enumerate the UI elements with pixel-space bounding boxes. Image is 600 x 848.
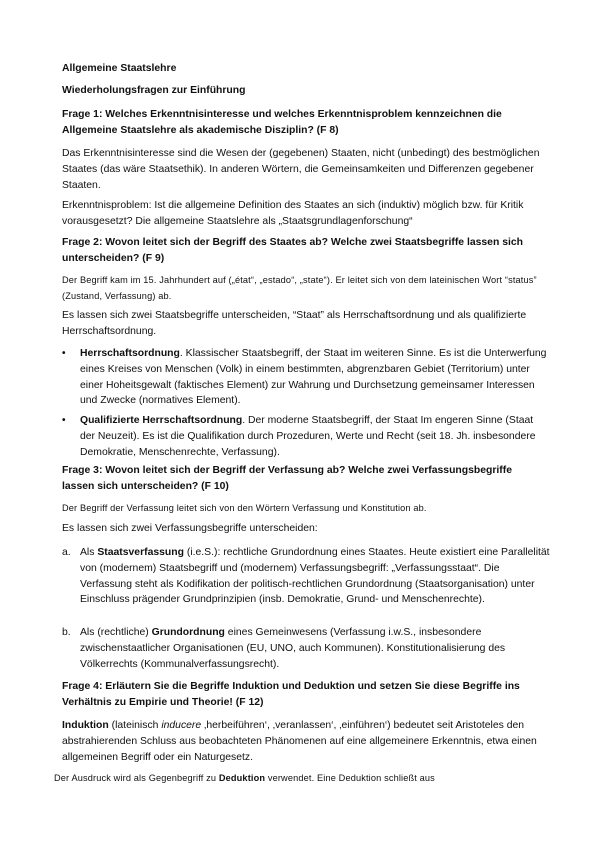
question-4: Frage 4: Erläutern Sie die Begriffe Induktion und Deduktion und setzen Sie diese Begriffe ins Verhältnis zu Empirie und Theorie! (F 12): [62, 681, 520, 708]
text: verwendet. Eine Deduktion schließt aus: [265, 773, 435, 783]
document-title: Allgemeine Staatslehre: [62, 63, 177, 74]
q3-paragraph-2: Es lassen sich zwei Verfassungsbegriffe unterscheiden:: [62, 523, 318, 534]
list-item-text: [80, 346, 550, 409]
list-item: [62, 346, 550, 409]
definition: . Der moderne Staatsbegriff, der Staat Im engeren Sinne (Staat der Neuzeit). Es ist die Qualifikation durch Prozeduren, Werte und Recht (seit 18. Jh. insbesondere Demokratie, Menschenrechte, Verfassung).: [80, 415, 536, 458]
list-item-text: [80, 625, 550, 672]
term: Herrschaftsordnung: [80, 348, 180, 359]
q2-paragraph-1: Der Begriff kam im 15. Jahrhundert auf („état“, „estado“, „state“). Er leitet sich von dem lateinischen Wort “status” (Zustand, Verfassung) ab.: [62, 275, 537, 301]
term: Grundordnung: [151, 627, 225, 638]
text: ‚herbeiführen‘, ‚veranlassen‘, ‚einführen‘) bedeutet seit Aristoteles den abstrahierenden Schluss aus beobachteten Phänomenen auf eine allgemeinere Erkenntnis, etwa einen allgemeinen Begriff oder ein Naturgesetz.: [62, 720, 537, 763]
q2-paragraph-2: Es lassen sich zwei Staatsbegriffe unterscheiden, “Staat” als Herrschaftsordnung und als qualifizierte Herrschaftsordnung.: [62, 310, 527, 337]
q4-paragraph-1: [62, 718, 547, 765]
question-1: Frage 1: Welches Erkenntnisinteresse und welches Erkenntnisproblem kennzeichnen die Allgemeine Staatslehre als akademische Disziplin? (F 8): [62, 109, 502, 136]
text: Der Ausdruck wird als Gegenbegriff zu: [54, 773, 219, 783]
latin-term: inducere: [161, 720, 202, 731]
list-item-text: [80, 413, 550, 460]
prefix: Als: [80, 547, 98, 558]
question-2: Frage 2: Wovon leitet sich der Begriff des Staates ab? Welche zwei Staatsbegriffe lassen sich unterscheiden? (F 9): [62, 237, 523, 264]
definition: (i.e.S.): rechtliche Grundordnung eines Staates. Heute existiert eine Parallelität von (modernem) Staatsbegriff und (modernem) Verfassungsbegriff: „Verfassungsstaat“. Die Verfassung steht als Kodifikation der politisch-rechtlichen Grundordnung (Staatsorganisation) unter Einschluss prägender Grundprinzipien (insb. Demokratie, Grund- und Menschenrechte).: [80, 547, 550, 606]
list-item: [62, 545, 550, 608]
list-item: [62, 625, 550, 672]
question-3: Frage 3: Wovon leitet sich der Begriff der Verfassung ab? Welche zwei Verfassungsbegriffe lassen sich unterscheiden? (F 10): [62, 465, 512, 492]
q1-paragraph-1: Das Erkenntnisinteresse sind die Wesen der (gegebenen) Staaten, nicht (unbedingt) des bestmöglichen Staates (das wäre Staatsethik). In anderen Wörtern, die Gemeinsamkeiten und Differenzen gegebener Staaten.: [62, 148, 540, 191]
definition: . Klassischer Staatsbegriff, der Staat im weiteren Sinne. Es ist die Unterwerfung eines Kreises von Menschen (Volk) in einem bestimmten, abgrenzbaren Gebiet (Territorium) unter einer Hoheitsgewalt (faktisches Element) zur Wahrung und Durchsetzung gemeinsamer Interessen und Zwecke (normatives Element).: [80, 348, 547, 407]
term: Staatsverfassung: [97, 547, 184, 558]
document-subtitle: Wiederholungsfragen zur Einführung: [62, 85, 246, 96]
q4-paragraph-2: [54, 771, 549, 787]
list-marker: b.: [62, 627, 71, 638]
q1-paragraph-2: Erkenntnisproblem: Ist die allgemeine Definition des Staates an sich (induktiv) möglich bzw. für Kritik vorausgesetzt? Die allgemeine Staatslehre als „Staatsgrundlagenforschung“: [62, 200, 524, 227]
term: Deduktion: [218, 773, 266, 783]
bullet-icon: •: [62, 415, 66, 426]
prefix: Als (rechtliche): [80, 627, 152, 638]
term: Qualifizierte Herrschaftsordnung: [80, 415, 243, 426]
q3-paragraph-1: Der Begriff der Verfassung leitet sich von den Wörtern Verfassung und Konstitution ab.: [62, 503, 427, 513]
definition: eines Gemeinwesens (Verfassung i.w.S., insbesondere zwischenstaatlicher Organisationen (EU, UNO, auch Kommunen). Konstitutionalisierung des Völkerrechts (Kommunalverfassungsrecht).: [80, 627, 506, 670]
list-item: [62, 413, 550, 460]
list-marker: a.: [62, 547, 71, 558]
term: Induktion: [62, 720, 109, 731]
bullet-icon: •: [62, 348, 66, 359]
text: (lateinisch: [108, 720, 162, 731]
list-item-text: [80, 545, 550, 608]
